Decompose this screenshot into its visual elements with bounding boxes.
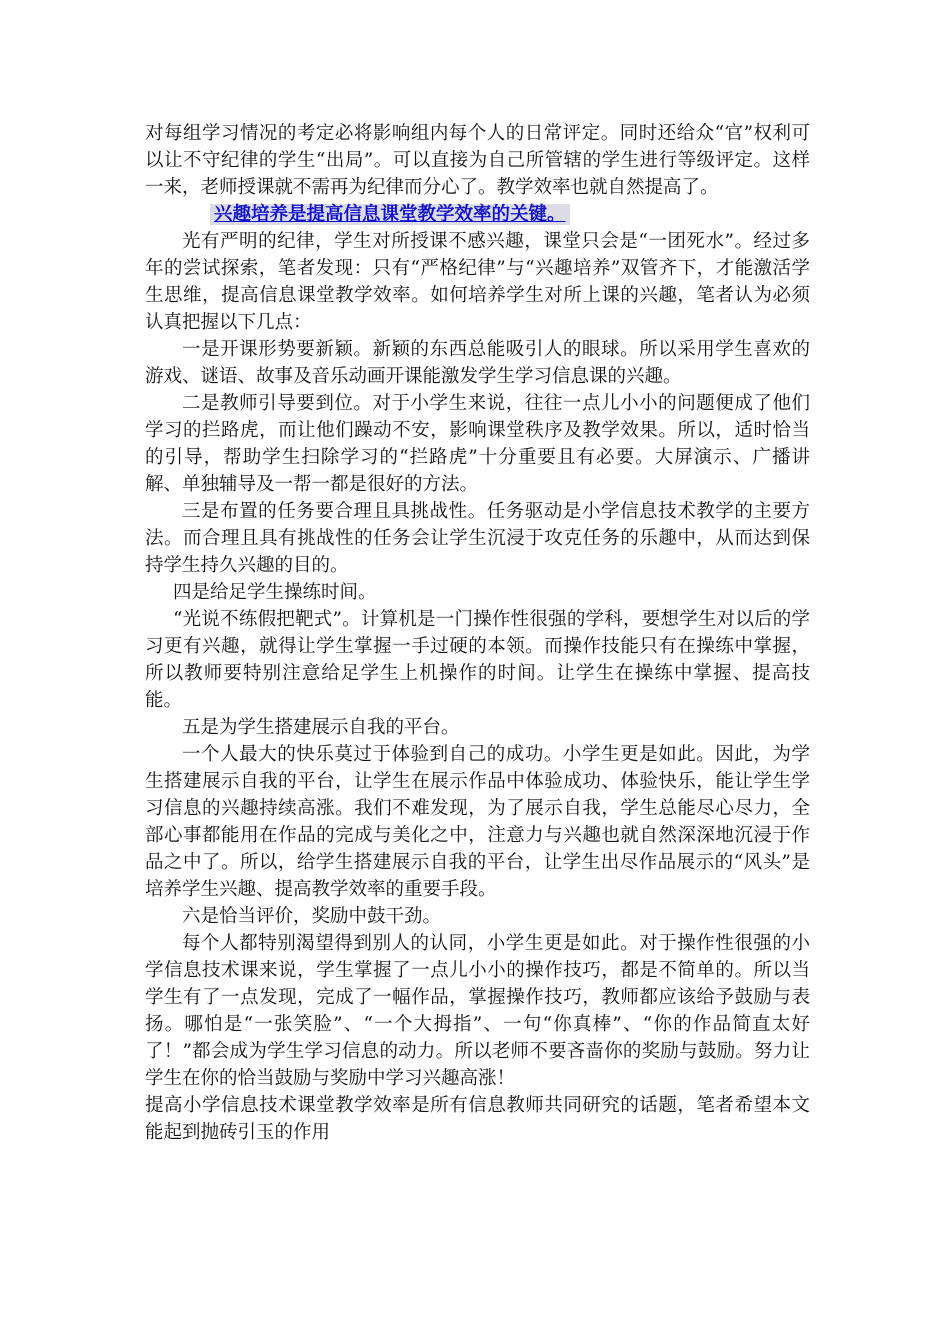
- paragraph-point-five-title: 五是为学生搭建展示自我的平台。: [182, 717, 460, 738]
- paragraph-point-one: 一是开课形势要新颖。新颖的东西总能吸引人的眼球。所以采用学生喜欢的游戏、谜语、故事及音乐动画开课能激发学生学习信息课的兴趣。: [145, 339, 810, 387]
- paragraph-discipline-end: 对每组学习情况的考定必将影响组内每个人的日常评定。同时还给众“官”权利可以让不守纪律的学生“出局”。可以直接为自己所管辖的学生进行等级评定。这样一来，老师授课就不需再为纪律而分心了。教学效率也就自然提高了。: [145, 123, 810, 198]
- section-heading: [145, 201, 810, 228]
- document-body: [145, 120, 810, 1146]
- paragraph-point-four: “光说不练假把靶式”。计算机是一门操作性很强的学科，要想学生对以后的学习更有兴趣，就得让学生掌握一手过硬的本领。而操作技能只有在操练中掌握，所以教师要特别注意给足学生上机操作的时间。让学生在操练中掌握、提高技能。: [145, 609, 810, 711]
- paragraph-conclusion: 提高小学信息技术课堂教学效率是所有信息教师共同研究的话题，笔者希望本文能起到抛砖引玉的作用: [145, 1095, 810, 1143]
- paragraph-point-four-title: 四是给足学生操练时间。: [173, 582, 377, 603]
- paragraph-point-six-title: 六是恰当评价，奖励中鼓干劲。: [182, 906, 442, 927]
- paragraph-intro: 光有严明的纪律，学生对所授课不感兴趣，课堂只会是“一团死水”。经过多年的尝试探索，笔者发现：只有“严格纪律”与“兴趣培养”双管齐下，才能激活学生思维，提高信息课堂教学效率。如何培养学生对所上课的兴趣，笔者认为必须认真把握以下几点：: [145, 231, 810, 333]
- paragraph-point-three: 三是布置的任务要合理且具挑战性。任务驱动是小学信息技术教学的主要方法。而合理且具有挑战性的任务会让学生沉浸于攻克任务的乐趣中，从而达到保持学生持久兴趣的目的。: [145, 501, 810, 576]
- paragraph-point-two: 二是教师引导要到位。对于小学生来说，往往一点儿小小的问题便成了他们学习的拦路虎，而让他们躁动不安，影响课堂秩序及教学效果。所以，适时恰当的引导，帮助学生扫除学习的“拦路虎”十分重要且有必要。大屏演示、广播讲解、单独辅导及一帮一都是很好的方法。: [145, 393, 810, 495]
- section-heading-link[interactable]: 兴趣培养是提高信息课堂教学效率的关键。: [210, 204, 570, 225]
- paragraph-point-five: 一个人最大的快乐莫过于体验到自己的成功。小学生更是如此。因此，为学生搭建展示自我的平台，让学生在展示作品中体验成功、体验快乐，能让学生学习信息的兴趣持续高涨。我们不难发现，为了展示自我，学生总能尽心尽力，全部心事都能用在作品的完成与美化之中，注意力与兴趣也就自然深深地沉浸于作品之中了。所以，给学生搭建展示自我的平台，让学生出尽作品展示的“风头”是培养学生兴趣、提高教学效率的重要手段。: [145, 744, 810, 900]
- paragraph-point-six: 每个人都特别渴望得到别人的认同，小学生更是如此。对于操作性很强的小学信息技术课来说，学生掌握了一点儿小小的操作技巧，都是不简单的。所以当学生有了一点发现，完成了一幅作品，掌握操作技巧，教师都应该给予鼓励与表扬。哪怕是“一张笑脸”、“一个大拇指”、一句“你真棒”、“你的作品简直太好了！”都会成为学生学习信息的动力。所以老师不要吝啬你的奖励与鼓励。努力让学生在你的恰当鼓励与奖励中学习兴趣高涨！: [145, 933, 810, 1089]
